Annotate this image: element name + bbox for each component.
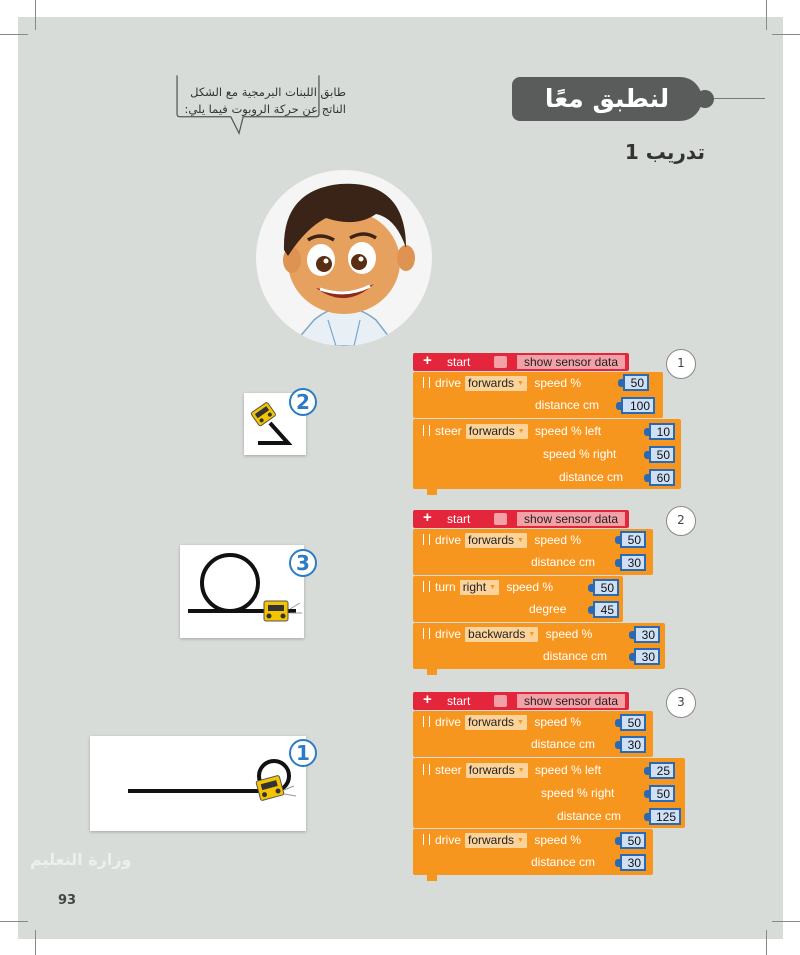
number-input[interactable]: 10	[649, 423, 675, 440]
param-label: distance cm	[557, 809, 622, 823]
start-label: start	[447, 694, 471, 708]
exercise-title: تدريب 1	[624, 140, 705, 164]
param-label: speed %	[534, 533, 582, 547]
dropdown-arrow-icon: ▼	[489, 584, 496, 592]
program-1	[413, 353, 688, 493]
block-notch	[427, 489, 437, 495]
direction-dropdown[interactable]	[465, 715, 527, 730]
student-avatar	[256, 170, 432, 346]
param-label: speed %	[534, 715, 582, 729]
turn-block[interactable]	[413, 576, 623, 622]
param-label: distance cm	[559, 470, 624, 484]
param-label: speed %	[545, 627, 593, 641]
number-input[interactable]: 30	[634, 648, 660, 665]
plus-icon: +	[423, 691, 432, 708]
program-number: 2	[666, 506, 696, 536]
speech-text	[150, 84, 346, 118]
direction-value: forwards	[468, 533, 515, 547]
start-label: start	[447, 355, 471, 369]
number-input[interactable]: 30	[620, 554, 646, 571]
hourglass-icon	[423, 425, 430, 436]
sensor-checkbox[interactable]	[494, 356, 507, 368]
param-label: distance cm	[531, 555, 596, 569]
number-input[interactable]: 60	[649, 469, 675, 486]
block-command: drive	[435, 376, 462, 390]
plus-icon: +	[423, 509, 432, 526]
crop-mark	[772, 34, 800, 35]
param-label: degree	[529, 602, 567, 616]
direction-value: forwards	[468, 376, 515, 390]
number-input[interactable]: 30	[620, 736, 646, 753]
dropdown-arrow-icon: ▼	[517, 837, 524, 845]
start-block[interactable]	[413, 510, 629, 528]
crop-mark	[772, 921, 800, 922]
param-label: speed % right	[541, 786, 615, 800]
block-command: drive	[435, 627, 462, 641]
start-label: start	[447, 512, 471, 526]
crop-mark	[766, 0, 767, 30]
param-label: distance cm	[543, 649, 608, 663]
direction-dropdown[interactable]	[466, 763, 528, 778]
drive-block[interactable]	[413, 623, 665, 669]
boy-face-icon	[256, 170, 432, 346]
number-input[interactable]: 50	[623, 374, 649, 391]
program-2	[413, 510, 688, 670]
param-label: speed %	[506, 580, 554, 594]
direction-value: forwards	[468, 715, 515, 729]
direction-value: forwards	[468, 763, 515, 777]
sensor-checkbox[interactable]	[494, 695, 507, 707]
param-label: distance cm	[531, 737, 596, 751]
hourglass-icon	[423, 581, 430, 592]
start-block[interactable]	[413, 692, 629, 710]
param-label: speed %	[534, 833, 582, 847]
dropdown-arrow-icon: ▼	[517, 767, 525, 775]
number-input[interactable]: 50	[620, 832, 646, 849]
direction-dropdown[interactable]	[465, 533, 527, 548]
section-heading: لنطبق معًا	[512, 77, 702, 121]
number-input[interactable]: 50	[593, 579, 619, 596]
crop-mark	[0, 921, 28, 922]
direction-value: backwards	[468, 627, 526, 641]
direction-dropdown[interactable]	[465, 376, 527, 391]
number-input[interactable]: 30	[634, 626, 660, 643]
block-command: steer	[435, 763, 462, 777]
drive-block[interactable]	[413, 529, 653, 575]
number-input[interactable]: 30	[620, 854, 646, 871]
hourglass-icon	[423, 716, 430, 727]
dropdown-arrow-icon: ▼	[528, 631, 536, 639]
program-number: 3	[666, 688, 696, 718]
block-command: drive	[435, 833, 462, 847]
picture-number: 3	[289, 549, 317, 577]
number-input[interactable]: 45	[593, 601, 619, 618]
hourglass-icon	[423, 628, 430, 639]
block-command: drive	[435, 533, 462, 547]
number-input[interactable]: 50	[620, 714, 646, 731]
sensor-label: show sensor data	[517, 512, 625, 526]
crop-mark	[766, 930, 767, 955]
drive-block[interactable]	[413, 372, 663, 418]
param-label: speed %	[534, 376, 582, 390]
number-input[interactable]: 25	[649, 762, 675, 779]
ministry-watermark: وزارة التعليم	[30, 850, 132, 869]
sensor-label: show sensor data	[517, 694, 625, 708]
hourglass-icon	[423, 534, 430, 545]
number-input[interactable]: 50	[649, 446, 675, 463]
picture-number: 1	[289, 739, 317, 767]
hourglass-icon	[423, 764, 430, 775]
block-notch	[427, 669, 437, 675]
hourglass-icon	[423, 834, 430, 845]
crop-mark	[0, 34, 28, 35]
crop-mark	[35, 930, 36, 955]
dropdown-arrow-icon: ▼	[517, 380, 524, 388]
sensor-label: show sensor data	[517, 355, 625, 369]
sensor-checkbox[interactable]	[494, 513, 507, 525]
robot-loop-path-icon	[180, 545, 304, 638]
plus-icon: +	[423, 352, 432, 369]
drive-block[interactable]	[413, 711, 653, 757]
dropdown-arrow-icon: ▼	[517, 428, 525, 436]
speech-line-1: طابق اللبنات البرمجية مع الشكل	[190, 85, 346, 99]
param-label: distance cm	[531, 855, 596, 869]
direction-dropdown[interactable]	[465, 833, 527, 848]
param-label: speed % left	[534, 763, 602, 777]
direction-value: right	[462, 580, 487, 594]
block-command: drive	[435, 715, 462, 729]
picture-number: 2	[289, 388, 317, 416]
dropdown-arrow-icon: ▼	[517, 537, 524, 545]
steer-block[interactable]	[413, 758, 685, 828]
block-command: turn	[435, 580, 456, 594]
dropdown-arrow-icon: ▼	[517, 719, 524, 727]
start-block[interactable]	[413, 353, 629, 371]
program-3	[413, 692, 688, 877]
speech-line-2: الناتج عن حركة الروبوت فيما يلي:	[184, 102, 346, 116]
crop-mark	[35, 0, 36, 30]
hourglass-icon	[423, 377, 430, 388]
block-command: steer	[435, 424, 462, 438]
direction-dropdown[interactable]	[460, 580, 499, 595]
param-label: speed % right	[543, 447, 617, 461]
steer-block[interactable]	[413, 419, 681, 489]
robot-loop-end-path-icon	[90, 736, 306, 831]
drive-block[interactable]	[413, 829, 653, 875]
page-number: 93	[58, 893, 77, 908]
direction-dropdown[interactable]	[466, 424, 528, 439]
number-input[interactable]: 125	[649, 808, 681, 825]
param-label: speed % left	[534, 424, 602, 438]
program-number: 1	[666, 349, 696, 379]
direction-dropdown[interactable]	[465, 627, 538, 642]
param-label: distance cm	[535, 398, 600, 412]
number-input[interactable]: 100	[621, 397, 655, 414]
block-notch	[427, 875, 437, 881]
direction-value: forwards	[468, 424, 515, 438]
path-picture-3	[180, 545, 304, 638]
number-input[interactable]: 50	[649, 785, 675, 802]
number-input[interactable]: 50	[620, 531, 646, 548]
path-picture-1	[90, 736, 306, 831]
direction-value: forwards	[468, 833, 515, 847]
